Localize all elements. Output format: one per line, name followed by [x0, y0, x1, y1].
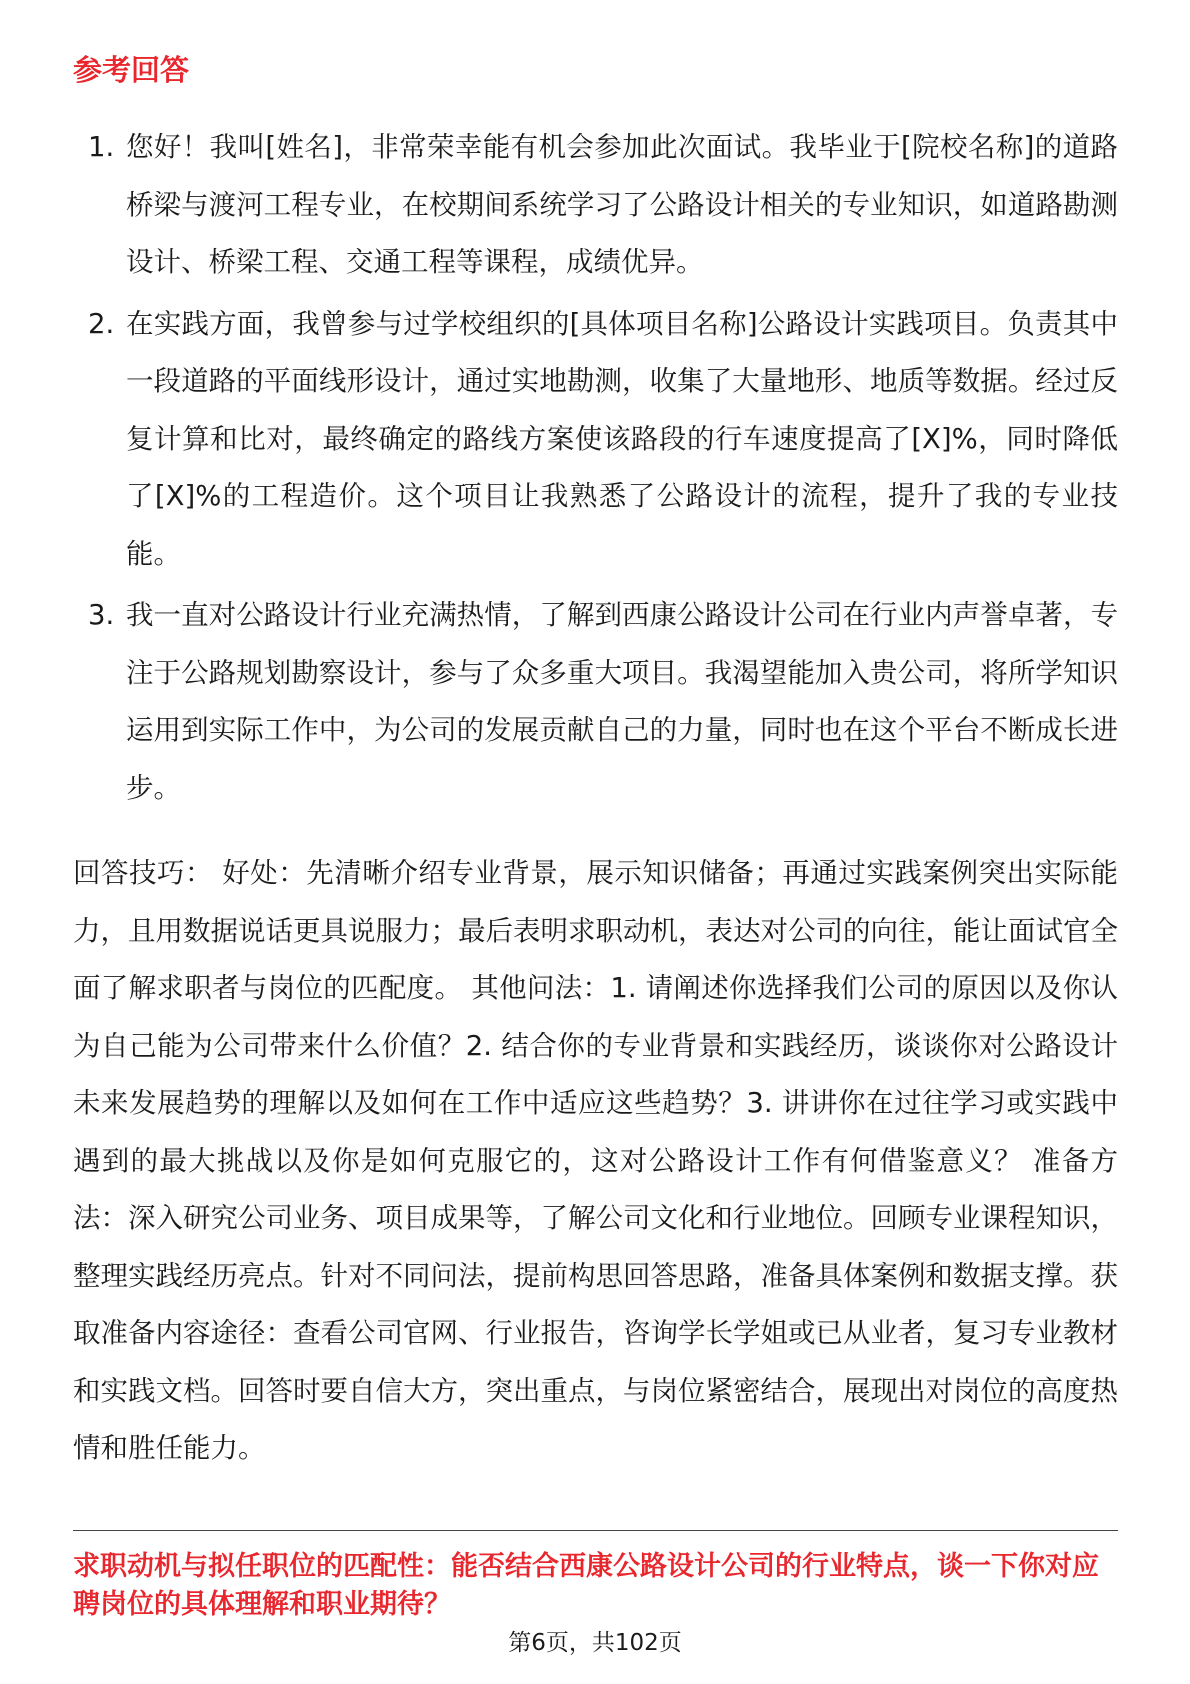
page-number: 第6页，共102页 — [508, 1630, 682, 1656]
section-divider — [73, 1530, 1118, 1531]
answer-item — [73, 119, 1118, 292]
item-number: 1. — [88, 131, 115, 163]
answer-list — [73, 119, 1118, 821]
answer-text: 在实践方面，我曾参与过学校组织的[具体项目名称]公路设计实践项目。负责其中一段道路的平面线形设计，通过实地勘测，收集了大量地形、地质等数据。经过反复计算和比对，最终确定的路线方案使该路段的行车速度提高了[X]%，同时降低了[X]%的工程造价。这个项目让我熟悉了公路设计的流程，提升了我的专业技能。 — [126, 307, 1118, 570]
item-number: 2. — [88, 307, 115, 340]
answer-tips-paragraph: 回答技巧： 好处：先清晰介绍专业背景，展示知识储备；再通过实践案例突出实际能力，且用数据说话更具说服力；最后表明求职动机，表达对公司的向往，能让面试官全面了解求职者与岗位的匹配度。 其他问法：1. 请阐述你选择我们公司的原因以及你认为自己能为公司带来什么价值？2. 结合你的专业背景和实践经历，谈谈你对公路设计未来发展趋势的理解以及如何在工作中适应这些趋势？3. 讲讲你在过往学习或实践中遇到的最大挑战以及你是如何克服它的，这对公路设计工作有何借鉴意义？ 准备方法：深入研究公司业务、项目成果等，了解公司文化和行业地位。回顾专业课程知识，整理实践经历亮点。针对不同问法，提前构思回答思路，准备具体案例和数据支撑。获取准备内容途径：查看公司官网、行业报告，咨询学长学姐或已从业者，复习专业教材和实践文档。回答时要自信大方，突出重点，与岗位紧密结合，展现出对岗位的高度热情和胜任能力。 — [73, 857, 1118, 1464]
next-question-heading: 求职动机与拟任职位的匹配性：能否结合西康公路设计公司的行业特点，谈一下你对应聘岗位的具体理解和职业期待？ — [73, 1551, 1099, 1620]
answer-item — [73, 296, 1118, 584]
section-heading: 参考回答 — [73, 53, 190, 87]
answer-text: 我一直对公路设计行业充满热情，了解到西康公路设计公司在行业内声誉卓著，专注于公路规划勘察设计，参与了众多重大项目。我渴望能加入贵公司，将所学知识运用到实际工作中，为公司的发展贡献自己的力量，同时也在这个平台不断成长进步。 — [126, 599, 1118, 804]
item-number: 3. — [88, 599, 115, 631]
answer-item — [73, 587, 1118, 817]
answer-text: 您好！我叫[姓名]，非常荣幸能有机会参加此次面试。我毕业于[院校名称]的道路桥梁与渡河工程专业，在校期间系统学习了公路设计相关的专业知识，如道路勘测设计、桥梁工程、交通工程等课程，成绩优异。 — [126, 131, 1118, 278]
